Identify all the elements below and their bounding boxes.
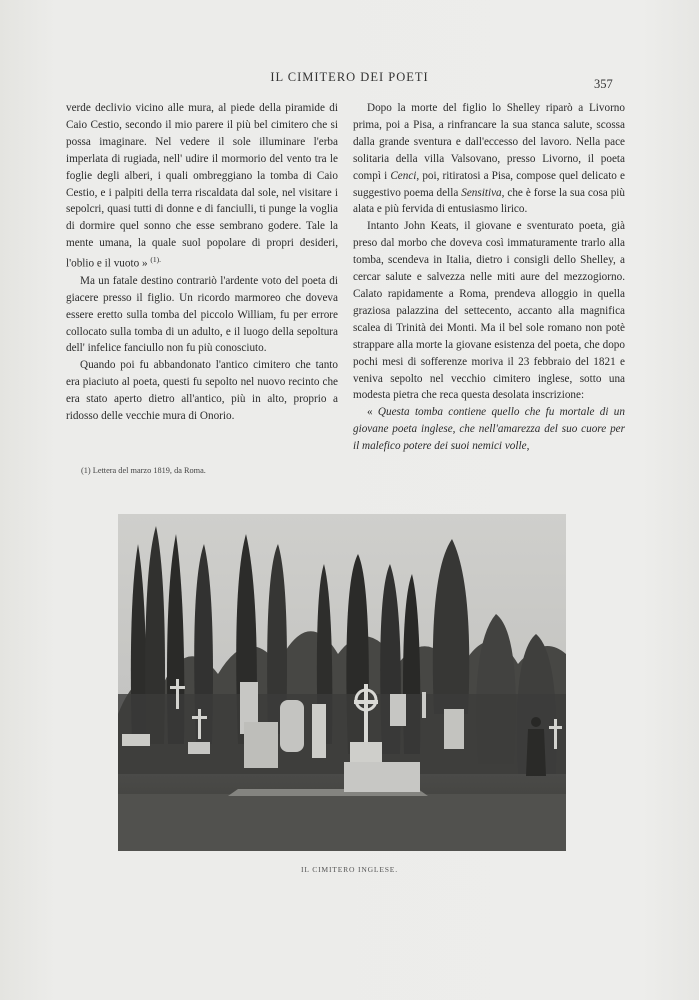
cemetery-photograph [118, 514, 566, 851]
paragraph: Quando poi fu abbandonato l'antico cimitero che tanto era piaciuto al poeta, questi fu sepolto nel nuovo recinto che era stato aperto dietro all'antico, più in alto, proprio a ridosso delle vecchie mura di Onorio. [66, 359, 338, 423]
paragraph: Ma un fatale destino contrariò l'ardente voto del poeta di giacere presso il figlio. Un ricordo marmoreo che doveva essere eretto sulla tomba del piccolo William, fu per errore collocato sulla tomba di un adulto, e il luogo della sepoltura dell' infelice fanciullo non fu più conosciuto. [66, 274, 338, 355]
left-text-column [66, 100, 338, 425]
title-sensitiva: Sensitiva, [461, 186, 505, 199]
paragraph: verde declivio vicino alle mura, al piede della piramide di Caio Cestio, secondo il mio parere il più bel cimitero che si possa imaginare. Nel vedere il sole illuminare l'erba imperlata di rugiada, nell' udire il mormorio del vento tra le foglie degli alberi, i quali ombreggiano la tomba di Caio Cestio, e i palpiti della terra riscaldata dal sole, nel visitare i sepolcri, quasi tutti di donne e di fanciulli, ti punge la voglia di dormire quel sonno che esse sembrano godere. Tale la mente umana, la quale suol popolare di propri desideri, l'oblio e il vuoto » $^{(1).}$ [66, 102, 338, 270]
paragraph: Intanto John Keats, il giovane e sventurato poeta, già preso dal morbo che doveva così immaturamente trarlo alla tomba, scendeva in Italia, dietro i consigli dello Shelley, a cercar salute e salvezza nelle miti aure del mezzogiorno. Calato rapidamente a Roma, prendeva alloggio in quella graziosa palazzina del settecento, accanto alla magnifica scalea di Trinità dei Monti. Ma il bel sole romano non potè strappare alla morte la giovane esistenza del poeta, che dopo pochi mesi di sofferenze moriva il 23 febbraio del 1821 e veniva sepolto nel vecchio cimitero inglese, sotto una modesta pietra che reca questa desolata inscrizione: [353, 220, 625, 402]
paragraph: Dopo la morte del figlio lo Shelley riparò a Livorno prima, poi a Pisa, a rinfrancare la sua stanca salute, scossa dalla grande sventura e dall'eccesso del lavoro. Nella pace solitaria della villa Valsovano, presso Livorno, il poeta compì i Cenci, poi, ritiratosi a Pisa, compose quel delicato e suggestivo poema della Sensitiva, che è forse la sua cosa più alata e più fervida di entusiasmo lirico. [353, 102, 626, 216]
footnote-reference: (1). [150, 255, 161, 265]
cemetery-photo-illustration [118, 514, 566, 851]
page-number: 357 [594, 77, 613, 91]
title-cenci: Cenci, [390, 169, 420, 182]
inscription-quote: « Questa tomba contiene quello che fu mortale di un giovane poeta inglese, che nell'amarezza del suo cuore per il malefico potere dei suoi nemici volle, [353, 406, 625, 453]
running-title: IL CIMITERO DEI POETI [270, 70, 429, 84]
photo-caption: IL CIMITERO INGLESE. [301, 865, 398, 874]
right-text-column [353, 100, 625, 455]
footnote: (1) Lettera del marzo 1819, da Roma. [81, 466, 206, 475]
